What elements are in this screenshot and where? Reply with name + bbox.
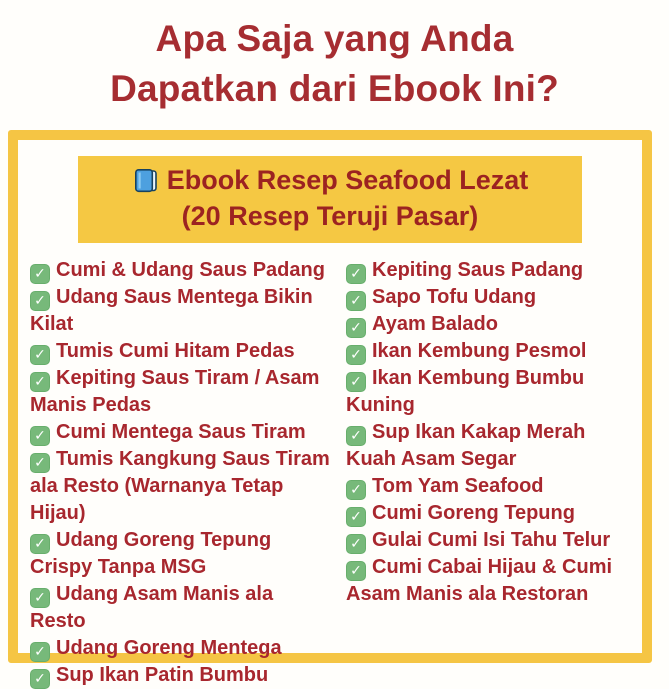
check-icon: ✓	[30, 534, 50, 554]
check-icon: ✓	[346, 561, 366, 581]
checklist-item-label: Tumis Kangkung Saus Tiram ala Resto (Warnanya Tetap Hijau)	[30, 448, 330, 525]
checklist-item	[30, 527, 332, 581]
page-title-line2: Dapatkan dari Ebook Ini?	[110, 67, 559, 109]
checklist-item	[346, 257, 636, 284]
check-icon: ✓	[346, 345, 366, 365]
ebook-contents-box	[8, 130, 652, 688]
checklist-item-label: Sup Ikan Kakap Merah Kuah Asam Segar	[346, 421, 586, 471]
checklist-item-label: Cumi Mentega Saus Tiram	[56, 421, 306, 444]
checklist-item-label: Kepiting Saus Padang	[372, 259, 584, 282]
page-title	[0, 0, 669, 114]
checklist-item-label: Kepiting Saus Tiram / Asam Manis Pedas	[30, 367, 320, 417]
checklist-item-label: Udang Goreng Mentega	[56, 637, 282, 660]
check-icon: ✓	[346, 426, 366, 446]
ebook-header-subtitle: (20 Resep Teruji Pasar)	[181, 200, 479, 231]
checklist-item	[346, 365, 636, 419]
checklist-item-label: Udang Goreng Tepung Crispy Tanpa MSG	[30, 529, 272, 579]
check-icon: ✓	[346, 291, 366, 311]
check-icon: ✓	[346, 480, 366, 500]
checklist-item-label: Sapo Tofu Udang	[372, 286, 537, 309]
checklist-item-label: Gulai Cumi Isi Tahu Telur	[372, 529, 611, 552]
ebook-header-title: Ebook Resep Seafood Lezat	[166, 165, 529, 195]
checklist-item	[346, 473, 636, 500]
checklist-item	[346, 284, 636, 311]
checklist-item	[30, 446, 332, 527]
checklist-item	[346, 500, 636, 527]
checklist-item	[30, 635, 332, 662]
checklist-item-label: Cumi & Udang Saus Padang	[56, 259, 325, 282]
checklist-item	[30, 257, 332, 284]
checklist-item	[30, 284, 332, 338]
check-icon: ✓	[30, 291, 50, 311]
ebook-header-banner	[78, 156, 582, 243]
check-icon: ✓	[346, 507, 366, 527]
checklist-item	[30, 338, 332, 365]
checklist-item	[30, 581, 332, 635]
checklist-item	[30, 365, 332, 419]
checklist-item	[346, 554, 636, 608]
check-icon: ✓	[30, 372, 50, 392]
check-icon: ✓	[30, 426, 50, 446]
check-icon: ✓	[30, 264, 50, 284]
check-icon: ✓	[30, 642, 50, 662]
checklist-item-label: Ikan Kembung Bumbu Kuning	[346, 367, 585, 417]
blue-book-icon	[132, 167, 159, 194]
check-icon: ✓	[346, 372, 366, 392]
checklist-item	[30, 419, 332, 446]
checklist-item-label: Ayam Balado	[372, 313, 498, 336]
check-icon: ✓	[30, 669, 50, 689]
checklist-item-label: Udang Asam Manis ala Resto	[30, 583, 274, 633]
checklist-item-label: Cumi Cabai Hijau & Cumi Asam Manis ala Restoran	[346, 556, 613, 606]
checklist-column-left	[30, 257, 346, 689]
check-icon: ✓	[30, 588, 50, 608]
checklist-item	[346, 311, 636, 338]
check-icon: ✓	[346, 534, 366, 554]
check-icon: ✓	[30, 453, 50, 473]
ebook-header-line1-row	[82, 163, 578, 199]
checklist-item-label: Tumis Cumi Hitam Pedas	[56, 340, 295, 363]
check-icon: ✓	[30, 345, 50, 365]
checklist-item	[346, 338, 636, 365]
page-title-line1: Apa Saja yang Anda	[155, 18, 514, 59]
checklist-item	[346, 527, 636, 554]
checklist-item	[346, 419, 636, 473]
checklist-item-label: Ikan Kembung Pesmol	[372, 340, 587, 363]
checklist-item-label: Tom Yam Seafood	[372, 475, 544, 498]
checklist-columns	[18, 257, 642, 689]
check-icon: ✓	[346, 264, 366, 284]
checklist-item-label: Udang Saus Mentega Bikin Kilat	[30, 286, 313, 336]
check-icon: ✓	[346, 318, 366, 338]
checklist-item	[30, 662, 332, 689]
checklist-column-right	[346, 257, 636, 689]
checklist-item-label: Sup Ikan Patin Bumbu	[56, 664, 269, 687]
checklist-item-label: Cumi Goreng Tepung	[372, 502, 575, 525]
